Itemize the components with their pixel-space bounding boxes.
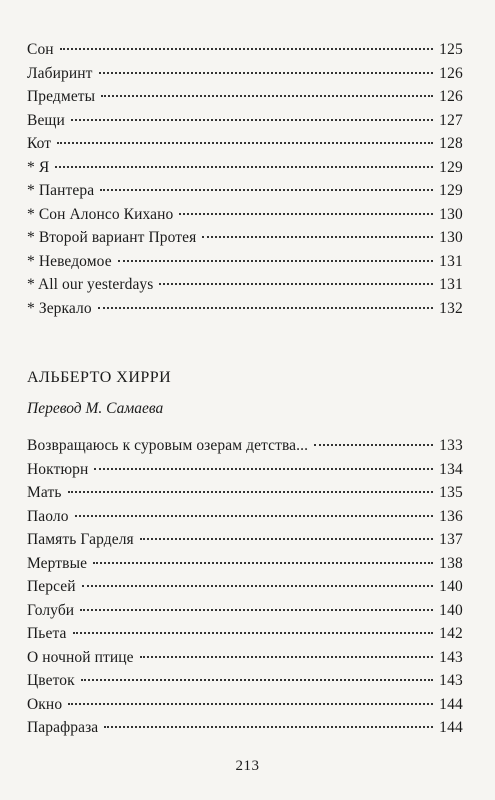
toc-entry-title: Паоло (27, 507, 69, 525)
toc-entry (27, 109, 463, 133)
toc-entry-title: Цветок (27, 672, 75, 689)
page-number: 213 (235, 758, 260, 774)
dot-leader (73, 632, 434, 634)
dot-leader (57, 142, 433, 144)
dot-leader (101, 95, 433, 97)
toc-entry (27, 38, 463, 62)
toc-entry-page: 130 (439, 229, 463, 246)
toc-entry-page: 126 (439, 88, 463, 105)
toc-entry (27, 622, 463, 646)
toc-entry-title: * Сон Алонсо Кихано (27, 205, 174, 223)
dot-leader (60, 48, 433, 50)
toc-list-borges (27, 38, 463, 320)
toc-entry-title: * Пантера (27, 182, 95, 199)
toc-entry-title: * Второй вариант Протея (27, 229, 197, 246)
toc-entry-title: Пьета (27, 625, 67, 642)
toc-entry-page: 144 (439, 695, 463, 713)
dot-leader (93, 562, 433, 564)
dot-leader (80, 609, 433, 611)
dot-leader (104, 726, 433, 728)
dot-leader (55, 166, 433, 168)
toc-entry-page: 131 (439, 276, 463, 293)
toc-entry (27, 716, 463, 740)
toc-entry (27, 226, 463, 250)
toc-list-girri (27, 434, 463, 740)
dot-leader (140, 538, 433, 540)
toc-entry-page: 129 (439, 158, 463, 176)
toc-entry (27, 481, 463, 505)
toc-entry-page: 135 (439, 484, 463, 501)
toc-entry-page: 128 (439, 135, 463, 152)
toc-entry-title: Лабиринт (27, 64, 93, 82)
toc-entry (27, 250, 463, 274)
toc-entry (27, 434, 463, 458)
toc-entry-page: 133 (439, 437, 463, 454)
dot-leader (81, 679, 433, 681)
toc-entry (27, 297, 463, 321)
toc-entry-title: Предметы (27, 88, 96, 105)
translator-line: Перевод М. Самаева (27, 400, 164, 417)
toc-entry-title: Возвращаюсь к суровым озерам детства... (27, 437, 309, 454)
toc-entry-title: Память Гарделя (27, 531, 134, 548)
toc-entry (27, 528, 463, 552)
toc-entry-page: 126 (439, 64, 463, 82)
toc-entry-title: * All our yesterdays (27, 276, 154, 293)
toc-entry (27, 646, 463, 670)
section-heading: АЛЬБЕРТО ХИРРИ (27, 369, 172, 386)
toc-entry (27, 203, 463, 227)
toc-entry (27, 505, 463, 529)
toc-entry-page: 129 (439, 182, 463, 199)
toc-entry-page: 140 (439, 601, 463, 619)
toc-entry-page: 132 (439, 299, 463, 317)
toc-entry (27, 693, 463, 717)
toc-entry-page: 138 (439, 554, 463, 572)
dot-leader (75, 515, 434, 517)
dot-leader (99, 72, 434, 74)
toc-entry (27, 669, 463, 693)
toc-entry (27, 273, 463, 297)
dot-leader (118, 260, 433, 262)
toc-entry-title: О ночной птице (27, 648, 134, 666)
toc-entry-page: 136 (439, 507, 463, 525)
toc-entry-page: 137 (439, 531, 463, 548)
toc-entry-title: Кот (27, 135, 52, 152)
toc-entry-title: Вещи (27, 111, 65, 129)
dot-leader (98, 307, 433, 309)
toc-entry-title: Голуби (27, 601, 75, 619)
toc-entry-page: 127 (439, 111, 463, 129)
dot-leader (82, 585, 433, 587)
toc-entry-title: Парафраза (27, 719, 99, 736)
toc-entry (27, 156, 463, 180)
toc-entry-title: * Я (27, 158, 50, 176)
toc-entry (27, 132, 463, 156)
toc-entry-page: 130 (439, 205, 463, 223)
toc-entry-page: 131 (439, 252, 463, 270)
toc-entry-title: Окно (27, 695, 63, 713)
dot-leader (314, 444, 433, 446)
toc-entry-page: 142 (439, 625, 463, 642)
toc-entry (27, 599, 463, 623)
toc-entry (27, 458, 463, 482)
toc-entry (27, 179, 463, 203)
toc-entry (27, 552, 463, 576)
dot-leader (94, 468, 433, 470)
dot-leader (140, 656, 433, 658)
toc-entry (27, 575, 463, 599)
toc-entry-page: 144 (439, 719, 463, 736)
toc-entry-page: 134 (439, 460, 463, 478)
toc-entry-title: * Неведомое (27, 252, 112, 270)
dot-leader (202, 236, 433, 238)
dot-leader (68, 703, 433, 705)
dot-leader (159, 283, 433, 285)
toc-entry-page: 143 (439, 672, 463, 689)
toc-entry-title: Мать (27, 484, 62, 501)
toc-entry-title: Персей (27, 578, 76, 595)
toc-entry-title: Сон (27, 41, 54, 58)
toc-entry (27, 62, 463, 86)
toc-entry-page: 143 (439, 648, 463, 666)
toc-entry (27, 85, 463, 109)
toc-entry-page: 125 (439, 41, 463, 58)
dot-leader (71, 119, 433, 121)
dot-leader (179, 213, 433, 215)
dot-leader (68, 491, 434, 493)
toc-entry-title: Мертвые (27, 554, 88, 572)
toc-entry-title: Ноктюрн (27, 460, 89, 478)
toc-entry-title: * Зеркало (27, 299, 92, 317)
toc-entry-page: 140 (439, 578, 463, 595)
dot-leader (100, 189, 433, 191)
